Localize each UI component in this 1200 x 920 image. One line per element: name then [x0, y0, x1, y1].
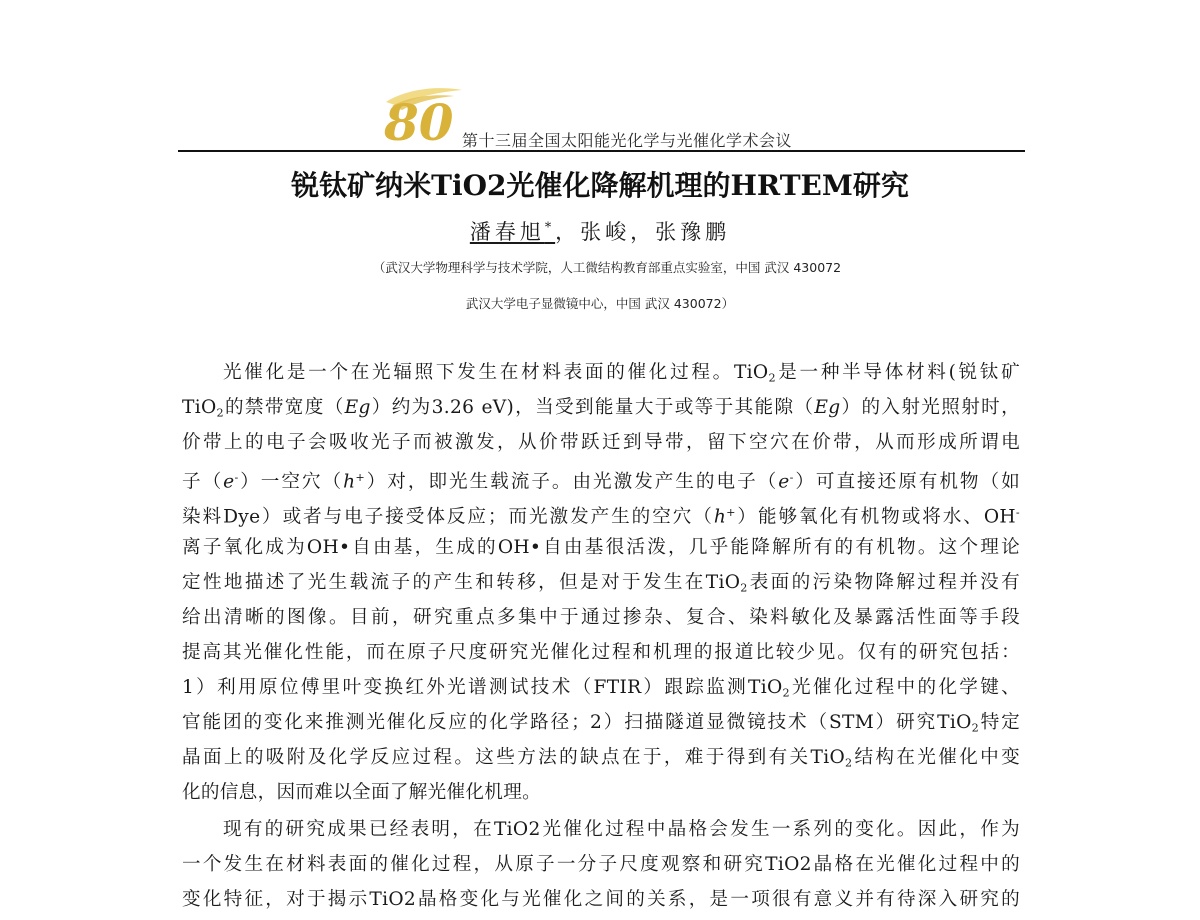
body-line: 官能团的变化来推测光催化反应的化学路径；2）扫描隧道显微镜技术（STM）研究TiO$_2$特定 [182, 712, 1020, 735]
body-line: 一个发生在材料表面的催化过程，从原子一分子尺度观察和研究TiO2晶格在光催化过程中的 [182, 854, 1020, 875]
body-line: 变化特征，对于揭示TiO2晶格变化与光催化之间的关系，是一项很有意义并有待深入研究的 [182, 889, 1020, 910]
author-3: 张豫鹏 [655, 220, 731, 244]
body-line: 1）利用原位傅里叶变换红外光谱测试技术（FTIR）跟踪监测TiO$_2$光催化过程中的化学键、 [182, 677, 1021, 700]
author-2: 张峻 [580, 220, 631, 244]
body-line: 晶面上的吸附及化学反应过程。这些方法的缺点在于，难于得到有关TiO$_2$结构在光催化中变 [182, 747, 1020, 770]
anniversary-logo [378, 82, 468, 146]
body-line: 化的信息，因而难以全面了解光催化机理。 [182, 782, 541, 803]
body-line: 染料Dye）或者与电子接受体反应；而光激发产生的空穴（h+）能够氧化有机物或将水、OH- [182, 506, 1020, 528]
author-1: 潘春旭* [469, 219, 556, 244]
body-line: 子（e-）一空穴（h+）对，即光生载流子。由光激发产生的电子（e-）可直接还原有机物（如 [182, 471, 1020, 493]
affiliation-1: （武汉大学物理科学与技术学院，人工微结构教育部重点实验室，中国 武汉 430072 [372, 260, 842, 275]
body-line: 现有的研究成果已经表明，在TiO2光催化过程中晶格会发生一系列的变化。因此，作为 [223, 819, 1020, 840]
body-line: 定性地描述了光生载流子的产生和转移，但是对于发生在TiO$_2$表面的污染物降解过程并没有 [182, 572, 1021, 595]
body-line: 价带上的电子会吸收光子而被激发，从价带跃迁到导带，留下空穴在价带，从而形成所谓电 [182, 432, 1020, 453]
author-separator: ， [630, 220, 656, 244]
logo-number: 80 [384, 93, 454, 146]
paper-title: 锐钛矿纳米TiO2光催化降解机理的HRTEM研究 [291, 169, 909, 202]
body-line: 离子氧化成为OH•自由基，生成的OH•自由基很活泼，几乎能降解所有的有机物。这个理论 [182, 537, 1020, 558]
author-list [0, 216, 1200, 246]
affiliation-2: 武汉大学电子显微镜中心，中国 武汉 430072） [465, 296, 735, 311]
author-separator: ， [555, 220, 581, 244]
body-line: 提高其光催化性能，而在原子尺度研究光催化过程和机理的报道比较少见。仅有的研究包括： [182, 642, 1020, 663]
header-rule [178, 150, 1025, 152]
body-line: TiO$_2$的禁带宽度（Eg）约为3.26 eV)，当受到能量大于或等于其能隙（Eg）的入射光照射时， [182, 397, 1020, 420]
body-line: 光催化是一个在光辐照下发生在材料表面的催化过程。TiO$_2$是一种半导体材料(锐钛矿 [223, 362, 1020, 385]
conference-name: 第十三届全国太阳能光化学与光催化学术会议 [462, 131, 793, 150]
body-line: 给出清晰的图像。目前，研究重点多集中于通过掺杂、复合、染料敏化及暴露活性面等手段 [182, 607, 1020, 628]
